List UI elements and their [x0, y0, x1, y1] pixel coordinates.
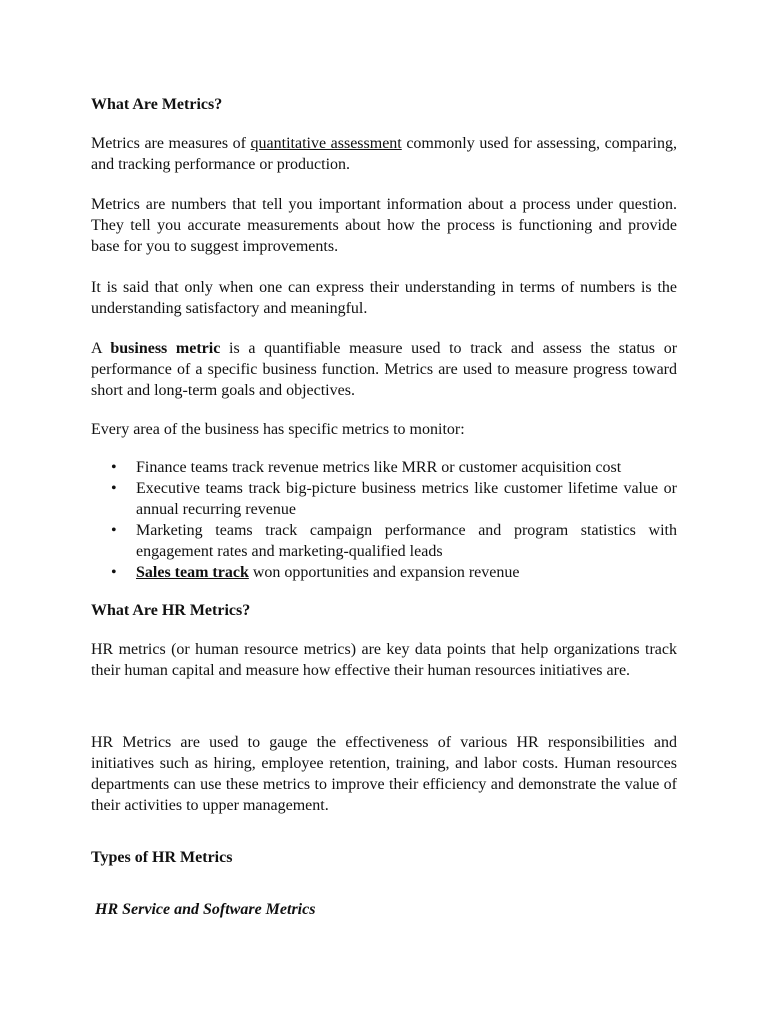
- paragraph-text: Metrics are measures of: [91, 135, 251, 152]
- paragraph-every-area: Every area of the business has specific metrics to monitor:: [91, 421, 465, 438]
- list-item-text: Finance teams track revenue metrics like MRR or customer acquisition cost: [136, 459, 622, 476]
- paragraph-text: is a quantifiable measure used to track and assess the status or performance of a specific business function. Metrics are used to measure progress toward short and long-term goals and objectives.: [91, 340, 678, 399]
- bullet-icon: •: [111, 480, 117, 497]
- list-item: [91, 562, 677, 583]
- business-metric-term: business metric: [110, 340, 221, 357]
- bullet-icon: •: [111, 522, 117, 539]
- paragraph-metrics-definition: [91, 133, 677, 175]
- paragraph-text: commonly used for assessing, comparing, and tracking performance or production.: [91, 135, 677, 173]
- paragraph-hr-metrics-definition: HR metrics (or human resource metrics) are key data points that help organizations track their human capital and measure how effective their human resources initiatives are.: [91, 641, 677, 679]
- quantitative-assessment-link[interactable]: quantitative assessment: [250, 135, 402, 152]
- heading-what-are-hr-metrics: What Are HR Metrics?: [91, 602, 251, 619]
- heading-types-of-hr-metrics: Types of HR Metrics: [91, 849, 233, 866]
- list-item: [91, 457, 677, 478]
- list-item-text: Marketing teams track campaign performance and program statistics with engagement rates and marketing-qualified leads: [136, 522, 677, 560]
- bullet-icon: •: [111, 459, 117, 476]
- metrics-bullet-list: [91, 457, 677, 583]
- sales-team-track-link[interactable]: Sales team track: [136, 564, 249, 581]
- paragraph-business-metric: [91, 338, 677, 401]
- paragraph-text: A: [91, 340, 111, 357]
- heading-what-are-metrics: What Are Metrics?: [91, 96, 223, 113]
- bullet-icon: •: [111, 564, 117, 581]
- subheading-hr-service-software-metrics: HR Service and Software Metrics: [95, 901, 316, 918]
- paragraph-metrics-understanding: It is said that only when one can express their understanding in terms of numbers is the understanding satisfactory and meaningful.: [91, 279, 677, 317]
- list-item-text: Executive teams track big-picture business metrics like customer lifetime value or annual recurring revenue: [136, 480, 677, 518]
- paragraph-hr-metrics-usage: HR Metrics are used to gauge the effectiveness of various HR responsibilities and initiatives such as hiring, employee retention, training, and labor costs. Human resources departments can use these metrics to improve their efficiency and demonstrate the value of their activities to upper management.: [91, 734, 677, 814]
- paragraph-metrics-numbers: Metrics are numbers that tell you important information about a process under question. They tell you accurate measurements about how the process is functioning and provide base for you to suggest improvements.: [91, 196, 677, 255]
- list-item-text: won opportunities and expansion revenue: [248, 564, 520, 581]
- list-item: [91, 520, 677, 562]
- list-item: [91, 478, 677, 520]
